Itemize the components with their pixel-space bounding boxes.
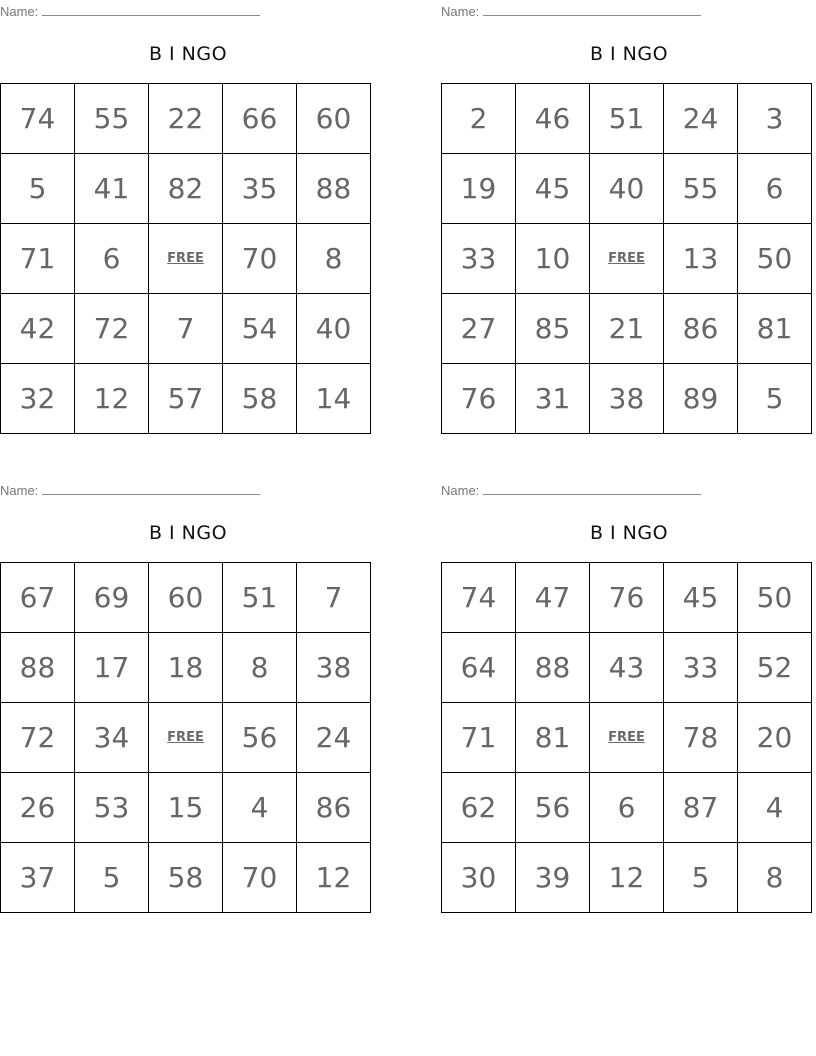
number-cell: 82 [149, 154, 223, 224]
name-label: Name: [441, 483, 480, 498]
card-title: B I NGO [148, 522, 228, 544]
number-cell: 40 [297, 294, 371, 364]
grid-row [442, 843, 812, 913]
free-space-cell: FREE [590, 224, 664, 294]
grid-row [442, 364, 812, 434]
number-cell: 60 [297, 84, 371, 154]
number-cell: 76 [590, 563, 664, 633]
number-cell: 27 [442, 294, 516, 364]
number-cell: 46 [516, 84, 590, 154]
grid-row [1, 773, 371, 843]
number-cell: 56 [223, 703, 297, 773]
grid-row [1, 703, 371, 773]
number-cell: 10 [516, 224, 590, 294]
bingo-grid [441, 562, 812, 913]
number-cell: 72 [75, 294, 149, 364]
grid-row [442, 224, 812, 294]
name-field [0, 482, 260, 498]
grid-row [1, 84, 371, 154]
number-cell: 5 [664, 843, 738, 913]
number-cell: 43 [590, 633, 664, 703]
number-cell: 34 [75, 703, 149, 773]
number-cell: 31 [516, 364, 590, 434]
name-blank-line [483, 482, 701, 495]
number-cell: 32 [1, 364, 75, 434]
number-cell: 22 [149, 84, 223, 154]
name-field [0, 3, 260, 19]
grid-row [1, 224, 371, 294]
grid-row [442, 633, 812, 703]
number-cell: 52 [738, 633, 812, 703]
number-cell: 71 [442, 703, 516, 773]
number-cell: 38 [590, 364, 664, 434]
number-cell: 50 [738, 224, 812, 294]
grid-row [1, 563, 371, 633]
number-cell: 20 [738, 703, 812, 773]
number-cell: 6 [738, 154, 812, 224]
number-cell: 60 [149, 563, 223, 633]
number-cell: 6 [590, 773, 664, 843]
number-cell: 18 [149, 633, 223, 703]
number-cell: 4 [223, 773, 297, 843]
number-cell: 55 [664, 154, 738, 224]
number-cell: 8 [738, 843, 812, 913]
number-cell: 33 [664, 633, 738, 703]
number-cell: 4 [738, 773, 812, 843]
number-cell: 78 [664, 703, 738, 773]
number-cell: 62 [442, 773, 516, 843]
name-field [441, 3, 701, 19]
name-blank-line [42, 3, 260, 16]
number-cell: 30 [442, 843, 516, 913]
free-space-cell: FREE [590, 703, 664, 773]
number-cell: 71 [1, 224, 75, 294]
number-cell: 14 [297, 364, 371, 434]
grid-row [1, 633, 371, 703]
number-cell: 33 [442, 224, 516, 294]
number-cell: 7 [149, 294, 223, 364]
number-cell: 86 [664, 294, 738, 364]
number-cell: 53 [75, 773, 149, 843]
number-cell: 70 [223, 843, 297, 913]
number-cell: 81 [516, 703, 590, 773]
grid-row [1, 843, 371, 913]
number-cell: 12 [75, 364, 149, 434]
number-cell: 88 [1, 633, 75, 703]
number-cell: 39 [516, 843, 590, 913]
number-cell: 51 [590, 84, 664, 154]
number-cell: 69 [75, 563, 149, 633]
number-cell: 26 [1, 773, 75, 843]
number-cell: 21 [590, 294, 664, 364]
name-field [441, 482, 701, 498]
grid-row [442, 773, 812, 843]
card-title: B I NGO [589, 43, 669, 65]
number-cell: 64 [442, 633, 516, 703]
number-cell: 8 [297, 224, 371, 294]
number-cell: 89 [664, 364, 738, 434]
number-cell: 41 [75, 154, 149, 224]
number-cell: 88 [297, 154, 371, 224]
number-cell: 56 [516, 773, 590, 843]
number-cell: 85 [516, 294, 590, 364]
number-cell: 24 [664, 84, 738, 154]
number-cell: 5 [738, 364, 812, 434]
number-cell: 7 [297, 563, 371, 633]
name-label: Name: [0, 4, 39, 19]
number-cell: 50 [738, 563, 812, 633]
number-cell: 12 [297, 843, 371, 913]
number-cell: 58 [223, 364, 297, 434]
number-cell: 19 [442, 154, 516, 224]
number-cell: 6 [75, 224, 149, 294]
grid-row [442, 703, 812, 773]
number-cell: 67 [1, 563, 75, 633]
free-space-cell: FREE [149, 703, 223, 773]
number-cell: 5 [1, 154, 75, 224]
number-cell: 51 [223, 563, 297, 633]
name-blank-line [42, 482, 260, 495]
number-cell: 17 [75, 633, 149, 703]
number-cell: 24 [297, 703, 371, 773]
number-cell: 42 [1, 294, 75, 364]
number-cell: 72 [1, 703, 75, 773]
number-cell: 8 [223, 633, 297, 703]
name-blank-line [483, 3, 701, 16]
number-cell: 74 [442, 563, 516, 633]
number-cell: 54 [223, 294, 297, 364]
number-cell: 37 [1, 843, 75, 913]
number-cell: 38 [297, 633, 371, 703]
card-title: B I NGO [589, 522, 669, 544]
number-cell: 12 [590, 843, 664, 913]
grid-row [442, 84, 812, 154]
number-cell: 87 [664, 773, 738, 843]
number-cell: 86 [297, 773, 371, 843]
free-space-cell: FREE [149, 224, 223, 294]
grid-row [1, 294, 371, 364]
grid-row [442, 154, 812, 224]
number-cell: 70 [223, 224, 297, 294]
number-cell: 3 [738, 84, 812, 154]
grid-row [1, 364, 371, 434]
number-cell: 45 [516, 154, 590, 224]
number-cell: 40 [590, 154, 664, 224]
number-cell: 74 [1, 84, 75, 154]
card-title: B I NGO [148, 43, 228, 65]
grid-row [1, 154, 371, 224]
number-cell: 2 [442, 84, 516, 154]
bingo-grid [0, 562, 371, 913]
number-cell: 13 [664, 224, 738, 294]
number-cell: 76 [442, 364, 516, 434]
number-cell: 81 [738, 294, 812, 364]
number-cell: 58 [149, 843, 223, 913]
bingo-grid [0, 83, 371, 434]
number-cell: 55 [75, 84, 149, 154]
number-cell: 47 [516, 563, 590, 633]
number-cell: 45 [664, 563, 738, 633]
number-cell: 35 [223, 154, 297, 224]
number-cell: 5 [75, 843, 149, 913]
bingo-grid [441, 83, 812, 434]
number-cell: 57 [149, 364, 223, 434]
number-cell: 66 [223, 84, 297, 154]
name-label: Name: [441, 4, 480, 19]
name-label: Name: [0, 483, 39, 498]
grid-row [442, 563, 812, 633]
number-cell: 15 [149, 773, 223, 843]
number-cell: 88 [516, 633, 590, 703]
grid-row [442, 294, 812, 364]
